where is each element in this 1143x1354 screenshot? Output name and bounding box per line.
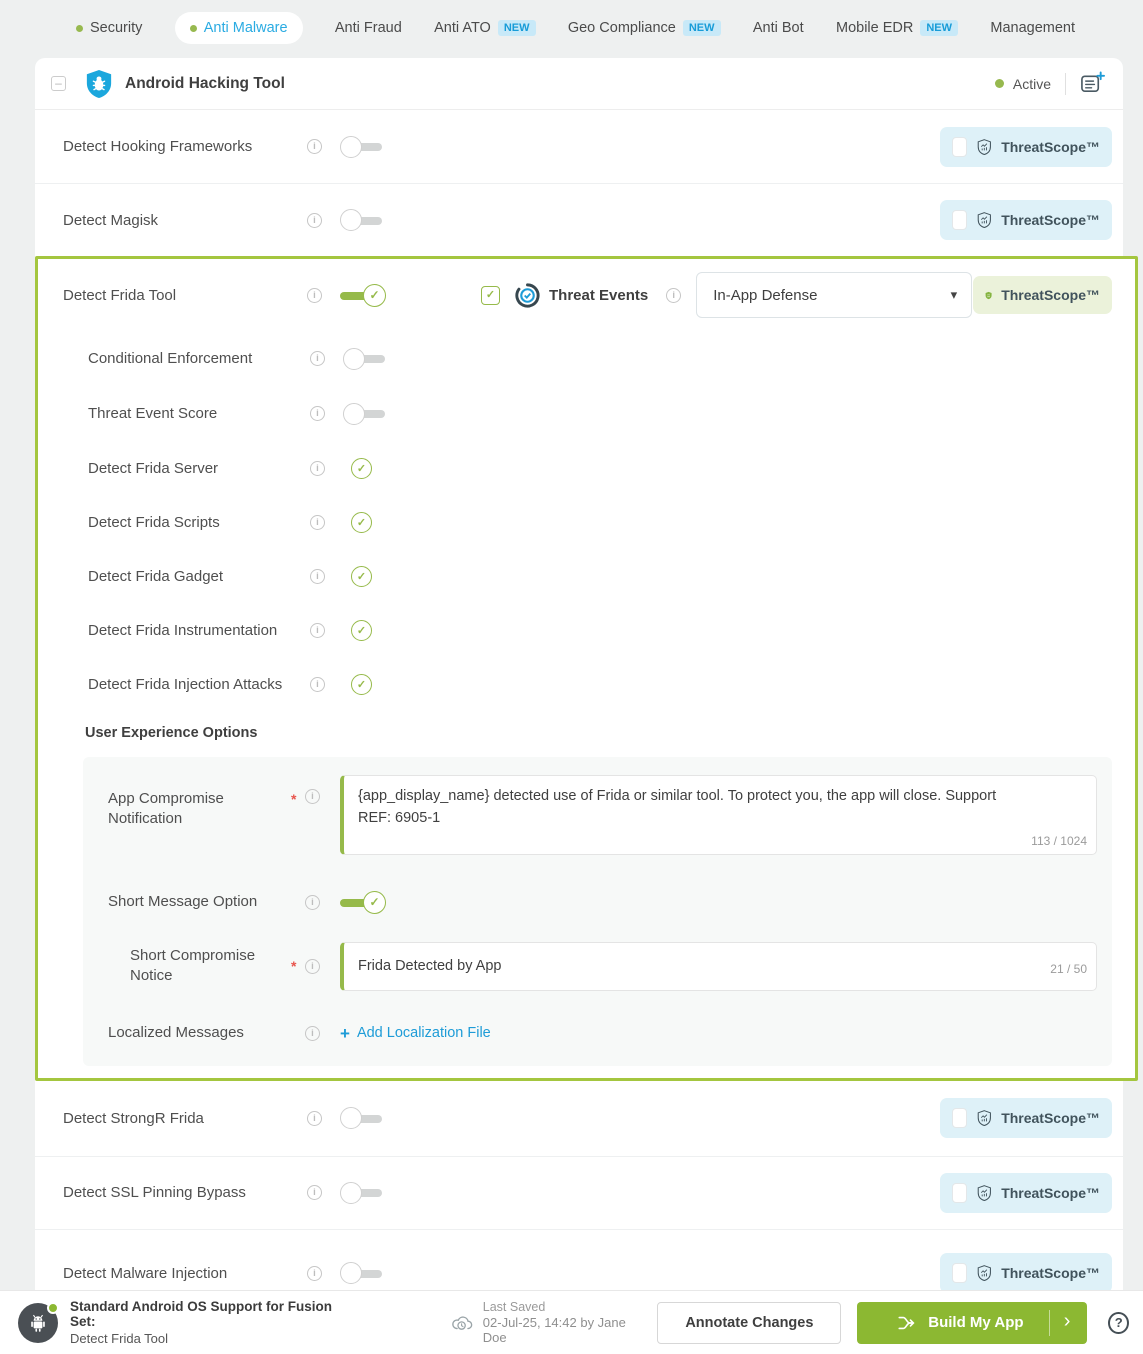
- info-icon[interactable]: [310, 569, 325, 584]
- android-os-icon: [18, 1303, 58, 1343]
- row-detect-ssl-pinning-bypass: [35, 1156, 1123, 1229]
- row-detect-frida-instrumentation: [38, 603, 1135, 657]
- tab-mobile-edr[interactable]: [836, 20, 958, 36]
- threat-events-dropdown[interactable]: [696, 272, 972, 318]
- active-status-dot-icon: [995, 79, 1004, 88]
- info-icon[interactable]: [307, 139, 322, 154]
- card-title: Android Hacking Tool: [125, 74, 285, 92]
- check-circle-on[interactable]: [351, 512, 372, 533]
- add-link-label: Add Localization File: [356, 1025, 491, 1042]
- row-detect-magisk: [35, 183, 1123, 256]
- field-label: App Compromise Notification: [108, 790, 224, 828]
- android-active-dot-icon: [47, 1302, 59, 1314]
- row-label: Detect Magisk: [63, 211, 159, 229]
- tab-geo-compliance[interactable]: [568, 20, 721, 36]
- threatscope-checkbox[interactable]: [952, 137, 967, 157]
- short-compromise-notice-input[interactable]: Frida Detected by App: [340, 942, 1097, 992]
- last-saved-group: [451, 1300, 640, 1345]
- info-icon[interactable]: [310, 623, 325, 638]
- row-detect-frida-injection-attacks: [38, 657, 1135, 711]
- field-localized-messages: [108, 1023, 1097, 1043]
- threatscope-shield-icon: [977, 135, 992, 159]
- threatscope-button[interactable]: [940, 200, 1112, 240]
- toggle-off[interactable]: [340, 136, 384, 158]
- android-robot-icon: [27, 1312, 49, 1334]
- field-short-message-option: [108, 891, 1097, 914]
- tab-label: Anti Malware: [203, 19, 288, 36]
- threat-events-icon: [515, 283, 540, 308]
- top-navigation: [0, 0, 1143, 56]
- row-label: Detect Hooking Frameworks: [63, 138, 253, 155]
- status-badge: Active: [1012, 75, 1051, 92]
- tab-label: Management: [990, 19, 1075, 36]
- tab-anti-malware[interactable]: [175, 12, 303, 45]
- row-label: Detect Frida Gadget: [88, 567, 224, 585]
- android-hacking-tool-card: [35, 58, 1123, 1317]
- char-counter: 21 / 50: [1050, 962, 1087, 977]
- threatscope-shield-icon: [977, 1261, 992, 1285]
- row-detect-frida-server: [38, 441, 1135, 495]
- row-detect-hooking-frameworks: [35, 110, 1123, 183]
- tab-label: Geo Compliance: [567, 19, 676, 36]
- threatscope-button[interactable]: [940, 1098, 1112, 1138]
- chevron-right-icon[interactable]: [1064, 1311, 1071, 1331]
- cloud-save-icon: [451, 1313, 473, 1333]
- bug-shield-icon: [85, 69, 113, 99]
- row-label: Threat Event Score: [88, 405, 218, 422]
- threatscope-shield-icon: [985, 284, 992, 307]
- field-label: Short Compromise Notice: [130, 947, 256, 985]
- required-asterisk: [291, 958, 305, 974]
- threatscope-button[interactable]: [940, 1253, 1112, 1293]
- card-header: [35, 58, 1123, 110]
- info-icon[interactable]: [666, 288, 681, 303]
- tab-label: Security: [90, 19, 143, 36]
- toggle-on[interactable]: [340, 284, 386, 307]
- threatscope-label: ThreatScope™: [1001, 287, 1100, 303]
- threatscope-checkbox[interactable]: [952, 1183, 967, 1203]
- fusion-set-title: Standard Android OS Support for Fusion Set:: [70, 1299, 332, 1329]
- threatscope-checkbox[interactable]: [952, 1263, 967, 1283]
- info-icon[interactable]: [307, 288, 322, 303]
- row-threat-event-score: [38, 386, 1135, 441]
- threat-events-checkbox[interactable]: [481, 286, 500, 305]
- info-icon[interactable]: [307, 1185, 322, 1200]
- info-icon[interactable]: [305, 959, 320, 974]
- row-label: Detect StrongR Frida: [63, 1109, 204, 1127]
- threatscope-button[interactable]: [940, 127, 1112, 167]
- required-asterisk: [291, 791, 305, 807]
- toggle-off[interactable]: [340, 1262, 384, 1284]
- info-icon[interactable]: [305, 1026, 320, 1041]
- add-localization-file-link[interactable]: [340, 1025, 1097, 1042]
- info-icon[interactable]: [305, 895, 320, 910]
- threatscope-button[interactable]: [940, 1173, 1112, 1213]
- tab-label: Anti ATO: [434, 19, 491, 36]
- fusion-set-subtitle: Detect Frida Tool: [70, 1331, 169, 1346]
- tab-anti-fraud[interactable]: [335, 21, 402, 36]
- threatscope-label: ThreatScope™: [1001, 1110, 1100, 1126]
- build-button-label: Build My App: [928, 1314, 1024, 1331]
- field-app-compromise-notification: [108, 775, 1097, 855]
- dropdown-value: In-App Defense: [713, 286, 818, 304]
- info-icon[interactable]: [310, 406, 325, 421]
- build-fusion-icon: [897, 1313, 917, 1333]
- tab-anti-bot[interactable]: [753, 21, 804, 36]
- tab-management[interactable]: [990, 21, 1075, 36]
- check-circle-on[interactable]: [351, 674, 372, 695]
- row-detect-frida-gadget: [38, 549, 1135, 603]
- info-icon[interactable]: [307, 1111, 322, 1126]
- info-icon[interactable]: [307, 1266, 322, 1281]
- frida-highlight-section: [35, 256, 1138, 1081]
- info-icon[interactable]: [310, 461, 325, 476]
- row-label: Detect Frida Instrumentation: [88, 621, 278, 639]
- check-circle-on[interactable]: [351, 620, 372, 641]
- ux-options-panel: [83, 757, 1112, 1066]
- threatscope-shield-icon: [977, 208, 992, 232]
- check-circle-on[interactable]: [351, 566, 372, 587]
- collapse-icon[interactable]: [51, 76, 66, 91]
- button-divider: [1049, 1310, 1050, 1336]
- tab-label: Mobile EDR: [835, 19, 914, 36]
- plus-icon: [340, 1025, 350, 1042]
- toggle-off[interactable]: [343, 348, 387, 370]
- info-icon[interactable]: [307, 213, 322, 228]
- divider: [1065, 73, 1066, 95]
- threatscope-label: ThreatScope™: [1001, 1265, 1100, 1281]
- tab-label: Anti Fraud: [334, 19, 402, 36]
- info-icon[interactable]: [310, 351, 325, 366]
- threatscope-label: ThreatScope™: [1001, 138, 1100, 155]
- threatscope-shield-icon: [977, 1106, 992, 1130]
- threatscope-button-active[interactable]: [973, 276, 1112, 314]
- row-label: Detect Malware Injection: [63, 1264, 228, 1282]
- tab-label: Anti Bot: [752, 19, 804, 36]
- enabled-dot-icon: [190, 25, 197, 32]
- row-label: Detect Frida Injection Attacks: [88, 675, 283, 693]
- enabled-dot-icon: [76, 25, 83, 32]
- tab-anti-ato[interactable]: [434, 20, 535, 36]
- footer-bar: [0, 1290, 1143, 1354]
- new-badge: NEW: [683, 20, 721, 36]
- info-icon[interactable]: [305, 789, 320, 804]
- row-label: Detect Frida Server: [88, 459, 219, 477]
- row-detect-frida-scripts: [38, 495, 1135, 549]
- row-label: Detect Frida Scripts: [88, 513, 220, 531]
- row-label: Detect SSL Pinning Bypass: [63, 1184, 246, 1201]
- tab-security[interactable]: [76, 21, 142, 36]
- last-saved-label: Last Saved: [482, 1300, 546, 1314]
- info-icon[interactable]: [310, 677, 325, 692]
- field-label: Localized Messages: [108, 1024, 244, 1042]
- char-counter: 113 / 1024: [1031, 833, 1087, 848]
- threatscope-checkbox[interactable]: [952, 1108, 967, 1128]
- app-compromise-notification-textarea[interactable]: {app_display_name} detected use of Frida or similar tool. To protect you, the app will close. Support REF: 6905-1: [340, 775, 1097, 855]
- toggle-on[interactable]: [340, 891, 386, 914]
- threatscope-label: ThreatScope™: [1001, 1184, 1100, 1201]
- toggle-off[interactable]: [340, 209, 384, 231]
- ux-options-heading: User Experience Options: [85, 725, 258, 741]
- toggle-off[interactable]: [340, 1182, 384, 1204]
- field-label: Short Message Option: [108, 892, 258, 910]
- threat-events-label: Threat Events: [549, 286, 649, 304]
- threatscope-shield-icon: [977, 1181, 992, 1205]
- build-my-app-button[interactable]: [857, 1302, 1087, 1344]
- threatscope-label: ThreatScope™: [1001, 212, 1100, 228]
- toggle-off[interactable]: [340, 1107, 384, 1129]
- row-detect-strongr-frida: [35, 1081, 1123, 1156]
- toggle-off[interactable]: [343, 403, 387, 425]
- field-short-compromise-notice: [108, 942, 1097, 992]
- row-label: Detect Frida Tool: [63, 286, 177, 304]
- new-badge: NEW: [920, 20, 958, 36]
- new-badge: NEW: [498, 20, 536, 36]
- check-circle-on[interactable]: [351, 458, 372, 479]
- help-icon[interactable]: [1108, 1312, 1129, 1334]
- annotate-note-icon[interactable]: [1080, 71, 1105, 96]
- row-detect-frida-tool: [38, 259, 1135, 331]
- annotate-changes-button[interactable]: Annotate Changes: [657, 1302, 841, 1344]
- info-icon[interactable]: [310, 515, 325, 530]
- row-label: Conditional Enforcement: [88, 350, 253, 367]
- row-conditional-enforcement: [38, 331, 1135, 386]
- last-saved-value: 02-Jul-25, 14:42 by Jane Doe: [482, 1315, 626, 1345]
- threatscope-checkbox[interactable]: [952, 210, 967, 230]
